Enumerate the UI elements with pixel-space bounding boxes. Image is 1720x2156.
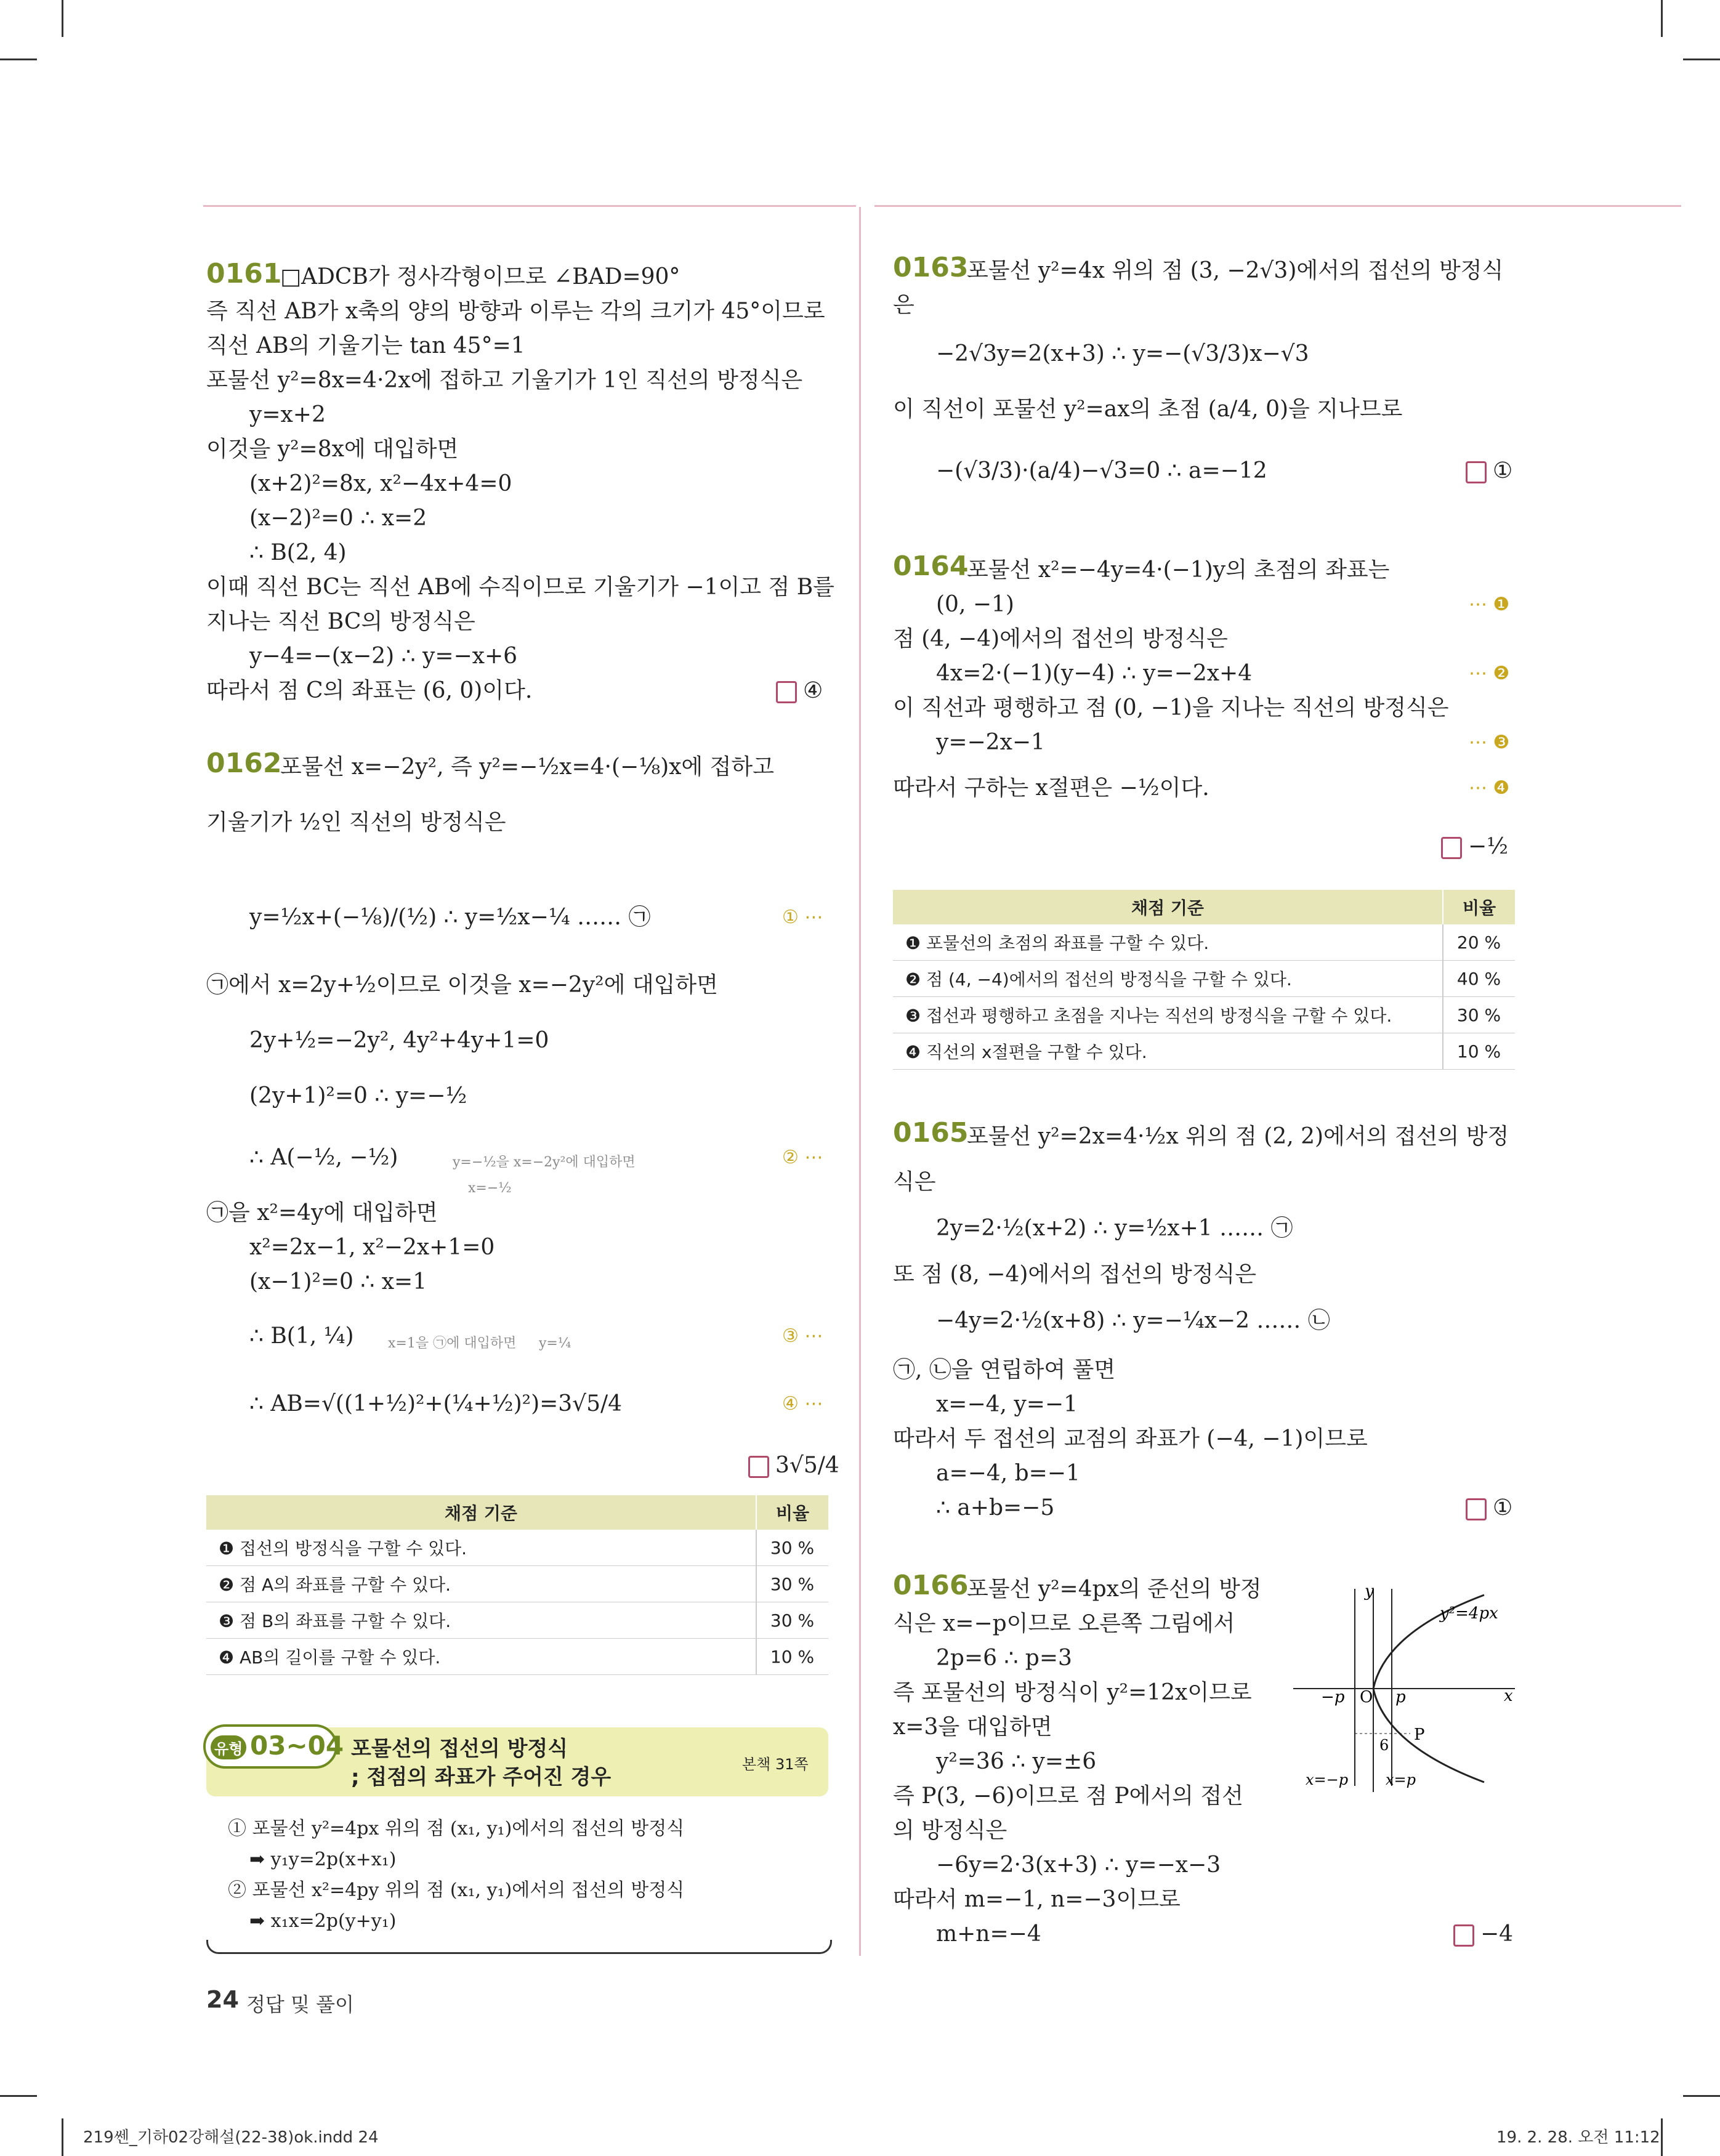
parabola-figure [1293, 1583, 1521, 1792]
solution-line: y=−2x−1 [936, 730, 1045, 755]
side-note: y=−½을 x=−2y²에 대입하면 [453, 1155, 636, 1170]
type-title: 포물선의 접선의 방정식 [351, 1737, 568, 1761]
crop-mark [1661, 0, 1663, 37]
top-rule [203, 205, 856, 207]
solution-line: −4y=2·½(x+8) ∴ y=−¼x−2 …… ㉡ [936, 1308, 1330, 1333]
type-box-bottom [206, 1940, 832, 1954]
solution-line: ㉠, ㉡을 연립하여 풀면 [893, 1357, 1116, 1383]
step-marker-1: ① ⋯ [782, 906, 823, 928]
type-item: ① 포물선 y²=4px 위의 점 (x₁, y₁)에서의 접선의 방정식 [228, 1818, 685, 1839]
type-item: ➡ x₁x=2p(y+y₁) [249, 1910, 397, 1932]
solution-line: x=3을 대입하면 [893, 1714, 1052, 1740]
page-number: 24 [206, 1986, 239, 2013]
step-marker-2: ⋯ ❷ [1469, 663, 1510, 684]
type-item: ➡ y₁y=2p(x+x₁) [249, 1849, 397, 1870]
answer-icon [1466, 1498, 1487, 1520]
tick-label: −p [1321, 1688, 1345, 1706]
answer-icon [776, 681, 797, 703]
crop-mark [0, 59, 37, 60]
table-row: ❸ 접선과 평행하고 초점을 지나는 직선의 방정식을 구할 수 있다. 30 % [893, 997, 1515, 1033]
crop-mark [62, 2118, 63, 2156]
solution-line: x=−4, y=−1 [936, 1392, 1078, 1417]
solution-line: 따라서 구하는 x절편은 −½이다. [893, 775, 1209, 801]
crop-mark [1683, 59, 1720, 60]
step-marker-4: ④ ⋯ [782, 1393, 823, 1415]
solution-line: ∴ B(2, 4) [249, 540, 347, 565]
table-row: ❶ 접선의 방정식을 구할 수 있다. 30 % [206, 1530, 828, 1566]
table-header: 비율 [756, 1495, 828, 1530]
step-marker-4: ⋯ ❹ [1469, 777, 1510, 799]
solution-line: 즉 포물선의 방정식이 y²=12x이므로 [893, 1680, 1252, 1705]
crop-mark [0, 2095, 37, 2097]
answer-icon [1466, 461, 1487, 483]
solution-line: x²=2x−1, x²−2x+1=0 [249, 1235, 495, 1260]
solution-line: 4x=2·(−1)(y−4) ∴ y=−2x+4 [936, 661, 1253, 686]
column-divider [859, 207, 861, 1956]
crop-mark [62, 0, 63, 37]
step-marker-2: ② ⋯ [782, 1147, 823, 1168]
solution-line: 포물선 y²=2x=4·½x 위의 점 (2, 2)에서의 접선의 방정 [967, 1124, 1509, 1149]
solution-line: 포물선 x²=−4y=4·(−1)y의 초점의 좌표는 [967, 557, 1390, 583]
solution-line: 직선 AB의 기울기는 tan 45°=1 [206, 333, 525, 358]
solution-line: ∴ a+b=−5 [936, 1495, 1055, 1520]
answer-icon [1441, 837, 1462, 859]
table-header: 비율 [1443, 890, 1515, 924]
solution-line: 점 (4, −4)에서의 접선의 방정식은 [893, 626, 1228, 652]
answer-icon [748, 1456, 769, 1478]
problem-number: 0163 [893, 252, 969, 283]
solution-line: (x−2)²=0 ∴ x=2 [249, 506, 427, 531]
type-badge: 유형 03~04 [203, 1724, 337, 1769]
top-rule [874, 205, 1681, 207]
table-row: ❷ 점 A의 좌표를 구할 수 있다. 30 % [206, 1566, 828, 1602]
table-row: ❹ AB의 길이를 구할 수 있다. 10 % [206, 1639, 828, 1675]
answer: ① [1466, 459, 1512, 483]
solution-line: (x−1)²=0 ∴ x=1 [249, 1269, 427, 1294]
crop-mark [1683, 2095, 1720, 2097]
problem-number: 0164 [893, 551, 969, 582]
solution-line: 포물선 y²=8x=4·2x에 접하고 기울기가 1인 직선의 방정식은 [206, 368, 803, 393]
solution-line: 이 직선과 평행하고 점 (0, −1)을 지나는 직선의 방정식은 [893, 695, 1449, 721]
solution-line: y=x+2 [249, 402, 326, 427]
answer: ① [1466, 1496, 1512, 1520]
solution-line: 따라서 점 C의 좌표는 (6, 0)이다. [206, 678, 533, 703]
table-row: ❸ 점 B의 좌표를 구할 수 있다. 30 % [206, 1602, 828, 1639]
answer-icon [1453, 1924, 1474, 1947]
problem-number: 0165 [893, 1117, 969, 1149]
solution-line: 따라서 두 접선의 교점의 좌표가 (−4, −1)이므로 [893, 1426, 1368, 1451]
crop-mark [1661, 2118, 1663, 2156]
solution-line: 2y=2·½(x+2) ∴ y=½x+1 …… ㉠ [936, 1216, 1293, 1241]
side-note: x=1을 ㉠에 대입하면 [388, 1336, 517, 1351]
solution-line: 이때 직선 BC는 직선 AB에 수직이므로 기울기가 −1이고 점 B를 [206, 575, 834, 600]
solution-line: y=½x+(−⅛)/(½) ∴ y=½x−¼ …… ㉠ [249, 905, 651, 930]
solution-line: □ADCB가 정사각형이므로 ∠BAD=90° [280, 264, 680, 289]
type-reference: 본책 31쪽 [742, 1756, 809, 1773]
solution-line: 식은 x=−p이므로 오른쪽 그림에서 [893, 1611, 1235, 1636]
solution-line: 즉 직선 AB가 x축의 양의 방향과 이루는 각의 크기가 45°이므로 [206, 299, 825, 324]
scoring-table-0162 [206, 1495, 828, 1675]
step-marker-3: ③ ⋯ [782, 1325, 823, 1347]
solution-line: (2y+1)²=0 ∴ y=−½ [249, 1083, 467, 1108]
solution-line: −(√3/3)·(a/4)−√3=0 ∴ a=−12 [936, 458, 1267, 483]
solution-line: 2p=6 ∴ p=3 [936, 1645, 1072, 1671]
step-marker-1: ⋯ ❶ [1469, 594, 1510, 615]
solution-line: y−4=−(x−2) ∴ y=−x+6 [249, 644, 518, 669]
answer: −4 [1453, 1922, 1513, 1947]
directrix-label: x=−p [1306, 1771, 1349, 1788]
x-axis-label: x [1504, 1687, 1513, 1705]
solution-line: m+n=−4 [936, 1921, 1041, 1947]
distance-label: 6 [1379, 1737, 1389, 1754]
solution-line: 은 [893, 293, 915, 318]
print-date: 19. 2. 28. 오전 11:12 [1496, 2128, 1660, 2147]
side-note: x=−½ [468, 1181, 512, 1196]
solution-line: 이 직선이 포물선 y²=ax의 초점 (a/4, 0)을 지나므로 [893, 397, 1403, 422]
scoring-table-0164 [893, 890, 1515, 1070]
solution-line: 포물선 y²=4px의 준선의 방정 [967, 1577, 1262, 1602]
table-header: 채점 기준 [893, 890, 1443, 924]
file-info: 219쎈_기하02강해설(22-38)ok.indd 24 [83, 2128, 379, 2147]
answer: −½ [1441, 834, 1508, 859]
step-marker-3: ⋯ ❸ [1469, 732, 1510, 753]
table-row: ❹ 직선의 x절편을 구할 수 있다. 10 % [893, 1033, 1515, 1070]
problem-number: 0166 [893, 1570, 969, 1601]
solution-line: 포물선 y²=4x 위의 점 (3, −2√3)에서의 접선의 방정식 [967, 258, 1504, 283]
answer: 3√5/4 [748, 1453, 839, 1478]
solution-line: 따라서 m=−1, n=−3이므로 [893, 1887, 1181, 1912]
curve-label: y²=4px [1440, 1604, 1498, 1623]
side-note: y=¼ [539, 1336, 571, 1351]
tick-label: p [1395, 1688, 1406, 1706]
y-axis-label: y [1365, 1583, 1374, 1601]
solution-line: 기울기가 ½인 직선의 방정식은 [206, 810, 506, 835]
solution-line: −2√3y=2(x+3) ∴ y=−(√3/3)x−√3 [936, 341, 1309, 366]
solution-line: ㉠을 x²=4y에 대입하면 [206, 1200, 438, 1225]
solution-line: 또 점 (8, −4)에서의 접선의 방정식은 [893, 1262, 1257, 1287]
type-item: ② 포물선 x²=4py 위의 점 (x₁, y₁)에서의 접선의 방정식 [228, 1879, 685, 1901]
point-label: P [1414, 1726, 1425, 1744]
problem-number: 0161 [206, 258, 282, 289]
table-header: 채점 기준 [206, 1495, 756, 1530]
solution-line: (0, −1) [936, 592, 1014, 617]
solution-line: 이것을 y²=8x에 대입하면 [206, 437, 459, 462]
solution-line: ∴ AB=√((1+½)²+(¼+½)²)=3√5/4 [249, 1391, 623, 1416]
solution-line: 2y+½=−2y², 4y²+4y+1=0 [249, 1028, 549, 1053]
book-title: 정답 및 풀이 [246, 1993, 354, 2016]
focus-line-label: x=p [1386, 1771, 1416, 1788]
table-row: ❶ 포물선의 초점의 좌표를 구할 수 있다. 20 % [893, 924, 1515, 961]
solution-line: a=−4, b=−1 [936, 1461, 1080, 1486]
solution-line: 식은 [893, 1169, 936, 1195]
type-subtitle: ; 접점의 좌표가 주어진 경우 [351, 1765, 612, 1790]
solution-line: 즉 P(3, −6)이므로 점 P에서의 접선 [893, 1783, 1243, 1809]
solution-line: 의 방정식은 [893, 1818, 1007, 1843]
solution-line: ㉠에서 x=2y+½이므로 이것을 x=−2y²에 대입하면 [206, 972, 718, 998]
solution-line: (x+2)²=8x, x²−4x+4=0 [249, 471, 512, 496]
origin-label: O [1360, 1688, 1373, 1706]
solution-line: 지나는 직선 BC의 방정식은 [206, 609, 475, 634]
problem-number: 0162 [206, 748, 282, 779]
answer: ④ [776, 679, 823, 703]
solution-line: −6y=2·3(x+3) ∴ y=−x−3 [936, 1852, 1221, 1878]
solution-line: ∴ A(−½, −½) [249, 1145, 398, 1170]
table-row: ❷ 점 (4, −4)에서의 접선의 방정식을 구할 수 있다. 40 % [893, 961, 1515, 997]
solution-line: 포물선 x=−2y², 즉 y²=−½x=4·(−⅛)x에 접하고 [280, 754, 774, 780]
solution-line: y²=36 ∴ y=±6 [936, 1749, 1097, 1774]
solution-line: ∴ B(1, ¼) [249, 1323, 354, 1349]
